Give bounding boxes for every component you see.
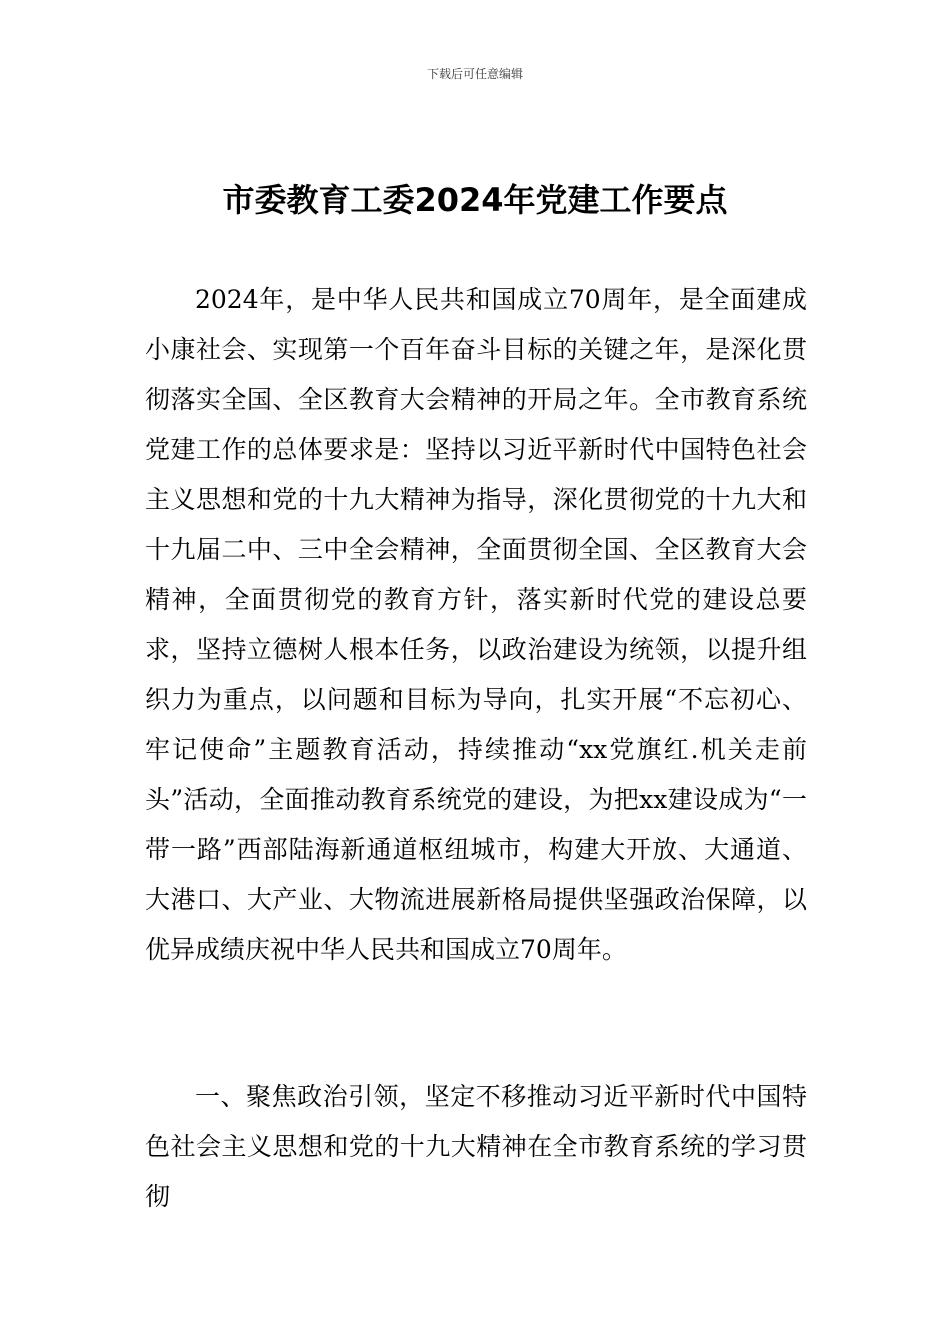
page-header-note: 下载后可任意编辑 bbox=[426, 67, 523, 81]
body-paragraph-intro: 2024年，是中华人民共和国成立70周年，是全面建成小康社会、实现第一个百年奋斗目标的关键之年，是深化贯彻落实全国、全区教育大会精神的开局之年。全市教育系统党建工作的总体要求是：坚持以习近平新时代中国特色社会主义思想和党的十九大精神为指导，深化贯彻党的十九大和十九届二中、三中全会精神，全面贯彻全国、全区教育大会精神，全面贯彻党的教育方针，落实新时代党的建设总要求，坚持立德树人根本任务，以政治建设为统领，以提升组织力为重点，以问题和目标为导向，扎实开展“不忘初心、牢记使命”主题教育活动，持续推动“xx党旗红.机关走前头”活动，全面推动教育系统党的建设，为把xx建设成为“一带一路”西部陆海新通道枢纽城市，构建大开放、大通道、大港口、大产业、大物流进展新格局提供坚强政治保障，以优异成绩庆祝中华人民共和国成立70周年。 bbox=[145, 285, 807, 964]
section-heading-paragraph: 一、聚焦政治引领，坚定不移推动习近平新时代中国特色社会主义思想和党的十九大精神在全市教育系统的学习贯彻 bbox=[145, 1082, 807, 1211]
document-title: 市委教育工委2024年党建工作要点 bbox=[222, 181, 728, 219]
